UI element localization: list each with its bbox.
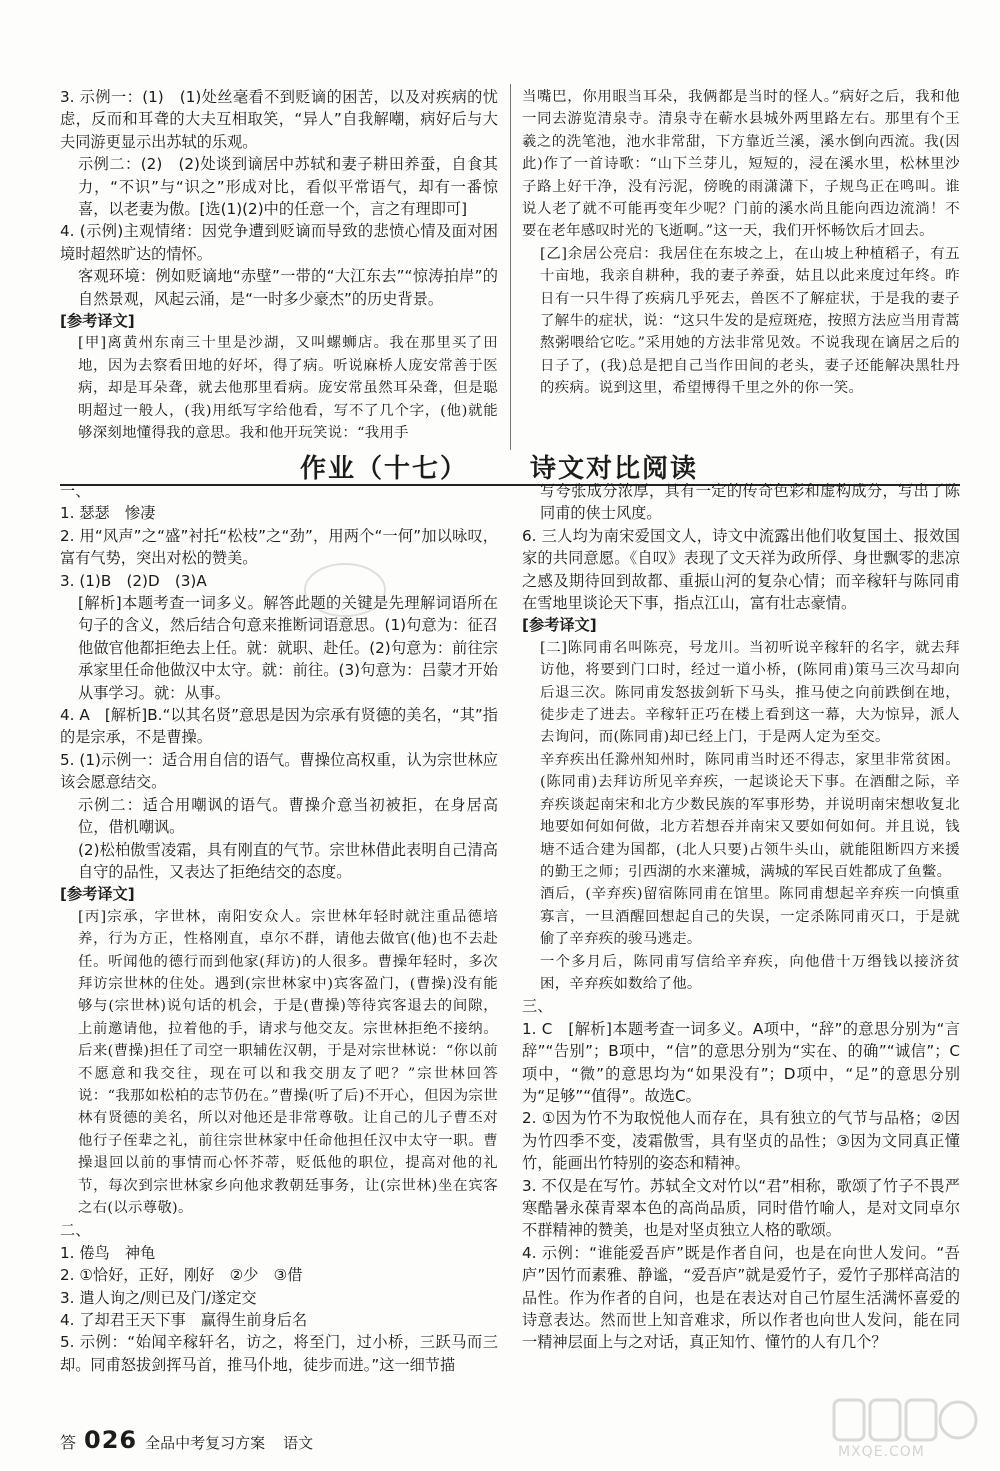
answer-paragraph: 4. 示例：“谁能爱吾庐”既是作者自问，也是在向世人发问。“吾庐”因竹而素雅、静谧，“爱吾庐”就是爱竹子，爱竹子那样高洁的品性。作为作者的自问，也是在表达对自己竹屋生活满怀喜爱的诗意表达。然而世上知音难求，所以作者也向世人发问，能在同一精神层面上与之对话，真正知竹、懂竹的人有几个？ (522, 1243, 960, 1352)
answer-paragraph: 5. (1)示例一：适合用自信的语气。曹操位高权重，认为宗世林应该会愿意结交。 (60, 750, 498, 792)
bottom-right-column (522, 480, 960, 1354)
answer-paragraph: [乙]余居公亮启：我居住在东坡之上，在山坡上种植稻子，有五十亩地，我亲自耕种，我的妻子养蚕，姑且以此来度过年终。昨日有一只牛得了疾病几乎死去，兽医不了解症状，于是我的妻子了解牛的症状，说：“这只牛发的是痘斑疮，按照方法应当用青蒿熬粥喂给它吃。”采用她的方法非常见效。不说我现在谪居之后的日子了，(我)总是把自己当作田间的老头，妻子还能解决黑牡丹的疾病。说到这里，希望博得千里之外的你一笑。 (540, 245, 960, 397)
book-title: 全品中考复习方案 (145, 1434, 266, 1452)
page-footer (60, 1426, 313, 1454)
answer-paragraph: 3. 遣人询之/则已及门/遂定交 (60, 1288, 257, 1307)
answer-paragraph: [二]陈同甫名叫陈亮，号龙川。当初听说辛稼轩的名字，就去拜访他，将要到门口时，经过一道小桥，(陈同甫)策马三次马却向后退三次。陈同甫发怒拔剑斩下马头，推马使之向前跌倒在地，徒步走了进去。辛稼轩正巧在楼上看到这一幕，大为惊异，派人去询问，而(陈同甫)却已经上门，于是两人定为至交。 (540, 639, 960, 746)
answer-paragraph: 一个多月后，陈同甫写信给辛弃疾，向他借十万缗钱以接济贫困，辛弃疾如数给了他。 (540, 953, 960, 992)
answer-paragraph: 3. (1)B (2)D (3)A (60, 571, 207, 590)
answer-paragraph: [参考译文] (60, 885, 135, 904)
answer-paragraph: 当嘴巴，你用眼当耳朵，我俩都是当时的怪人。”病好之后，我和他一同去游览清泉寺。清泉寺在蕲水县城外两里路左右。那里有个王羲之的洗笔池，池水非常甜，下方靠近兰溪，溪水倒向西流。我(因此)作了一首诗歌：“山下兰芽儿，短短的，浸在溪水里，松林里沙子路上好干净，没有污泥，傍晚的雨潇潇下，子规鸟正在鸣叫。谁说人老了就不可能再变年少呢？门前的溪水尚且能向西边流淌！不要在老年感叹时光的飞逝啊。”这一天，我们开怀畅饮后才回去。 (522, 89, 960, 240)
answer-paragraph: [参考译文] (60, 312, 135, 331)
footer-answer-label: 答 (60, 1433, 77, 1452)
answer-paragraph: (2)松柏傲雪凌霜，具有刚直的气节。宗世林借此表明自己清高自守的品性，又表达了拒绝结交的态度。 (78, 840, 498, 881)
site-watermark-logo (830, 1396, 980, 1466)
answer-paragraph: 5. 示例：“始闻辛稼轩名，访之，将至门，过小桥，三跃马而三却。同甫怒拔剑挥马首，推马仆地，徒步而进。”这一细节描 (60, 1333, 498, 1374)
answer-paragraph: 4. (示例)主观情绪：因党争遭到贬谪而导致的悲愤心情及面对困境时超然旷达的情怀。 (60, 222, 498, 263)
assignment-title: 作业（十七） (299, 454, 468, 484)
answer-paragraph: 4. A [解析]B.“以其名贤”意思是因为宗承有贤德的美名，“其”指的是宗承，不是曹操。 (60, 706, 498, 747)
answer-paragraph: [参考译文] (522, 616, 597, 635)
page-number: 026 (84, 1426, 138, 1454)
answer-paragraph: 4. 了却君王天下事 赢得生前身后名 (60, 1311, 308, 1330)
column-divider (510, 84, 511, 450)
watermark-text: MXQE.COM (838, 1444, 925, 1460)
answer-paragraph: [解析]本题考查一词多义。解答此题的关键是先理解词语所在句子的含义，然后结合句意来推断词语意思。(1)句意为：征召他做官他都拒绝去上任。就：就职、赴任。(2)句意为：前往宗承家里任命他做汉中太守。就：前往。(3)句意为：吕蒙才开始从事学习。就：从事。 (78, 594, 498, 702)
answer-paragraph: [丙]宗承，字世林，南阳安众人。宗世林年轻时就注重品德培养，行为方正，性格刚直，卓尔不群，请他去做官(他)也不去赴任。听闻他的德行而到他家(拜访)的人很多。曹操年轻时，多次拜访宗世林的住处。遇到(宗世林家中)宾客盈门，(曹操)没有能够与(宗世林)说句话的机会，于是(曹操)等待宾客退去的间隙，上前邀请他，拉着他的手，请求与他交友。宗世林拒绝不接纳。后来(曹操)担任了司空一职辅佐汉朝，于是对宗世林说：“你以前不愿意和我交往，现在可以和我交朋友了吧？”宗世林回答说：“我那如松柏的志节仍在。”曹操(听了后)不开心，但因为宗世林有贤德的美名，所以对他还是非常尊敬。让自己的儿子曹丕对他行子侄辈之礼，前往宗世林家中任命他担任汉中太守一职。曹操退回以前的事情而心怀芥蒂，贬低他的职位，提高对他的礼节，每次到宗世林家乡向他求教朝廷事务，让(宗世林)坐在宾客之右(以示尊敬)。 (78, 908, 498, 1216)
top-left-column (60, 86, 498, 445)
answer-paragraph: 2. ①恰好，正好，刚好 ②少 ③借 (60, 1266, 303, 1285)
answer-paragraph: 6. 三人均为南宋爱国文人，诗文中流露出他们收复国土、报效国家的共同意愿。《自叹》表现了文天祥为政所俘、身世飘零的悲凉之感及期待回到故都、重振山河的复杂心情；而辛稼轩与陈同甫在雪地里谈论天下事，指点江山，富有壮志豪情。 (522, 526, 960, 613)
answer-paragraph: 辛弃疾出任滁州知州时，陈同甫当时还不得志，家里非常贫困。(陈同甫)去拜访所见辛弃疾，一起谈论天下事。在酒酣之际，辛弃疾谈起南宋和北方少数民族的军事形势，并说明南宋想收复北地要如何如何做，北方若想吞并南宋又要如何如何。并且说，钱塘不适合建为国都，(北人只要)占领牛头山，就能阻断四方来援的勤王之师；引西湖的水来灌城，满城的军民百姓都成了鱼鳖。 (540, 751, 960, 880)
section-title-bar (60, 448, 960, 482)
top-right-column (522, 86, 960, 400)
answer-paragraph: 3. 不仅是在写竹。苏轼全文对竹以“君”相称，歌颂了竹子不畏严寒酷暑永葆青翠本色的高尚品质，同时借竹喻人，是对文同卓尔不群精神的赞美，也是对坚贞独立人格的歌颂。 (522, 1176, 960, 1240)
answer-paragraph: [甲]离黄州东南三十里是沙湖，又叫螺蛳店。我在那里买了田地，因为去察看田地的好坏，得了病。听说麻桥人庞安常善于医病，却是耳朵聋，就去他那里看病。庞安常虽然耳朵聋，但是聪明超过一般人，(我)用纸写字给他看，写不了几个字，(他)就能够深刻地懂得我的意思。我和他开玩笑说：“我用手 (78, 335, 498, 442)
answer-paragraph: 2. ①因为竹不为取悦他人而存在，具有独立的气节与品格；②因为竹四季不变，凌霜傲雪，具有坚贞的品性；③因为文同真正懂竹，能画出竹特别的姿态和精神。 (522, 1109, 960, 1173)
answer-paragraph: 示例二：适合用嘲讽的语气。曹操介意当初被拒，在身居高位，借机嘲讽。 (78, 795, 498, 837)
faint-stamp (300, 560, 390, 620)
answer-paragraph: 1. C [解析]本题考查一词多义。A项中，“辞”的意思分别为“言辞”“告别”；B项中，“信”的意思分别为“实在、的确”“诚信”；C项中，“微”的意思均为“如果没有”；D项中，“足”的意思分别为“足够”“值得”。故选C。 (522, 1019, 960, 1105)
answer-paragraph: 1. 瑟瑟 惨凄 (60, 504, 156, 523)
answer-paragraph: 一、 (60, 482, 91, 500)
answer-paragraph: 酒后，(辛弃疾)留宿陈同甫在馆里。陈同甫想起辛弃疾一向慎重寡言，一旦酒醒回想起自己的失误，一定杀陈同甫灭口，于是就偷了辛弃疾的骏马逃走。 (540, 886, 960, 948)
answer-paragraph: 客观环境：例如贬谪地“赤壁”一带的“大江东去”“惊涛拍岸”的自然景观，风起云涌，是“一时多少豪杰”的历史背景。 (78, 267, 498, 308)
bottom-left-column (60, 480, 498, 1376)
answer-paragraph: 2. 用“风声”之“盛”衬托“松枝”之“劲”，用两个“一何”加以咏叹，富有气势，突出对松的赞美。 (60, 526, 498, 568)
subject-label: 语文 (283, 1434, 314, 1452)
answer-paragraph: 二、 (60, 1221, 91, 1240)
answer-paragraph: 示例二：(2) (2)处谈到谪居中苏轼和妻子耕田养蚕，自食其力，“不识”与“识之”形成对比，看似平常语气，却有一番惊喜，以老妻为傲。[选(1)(2)中的任意一个，言之有理即可] (78, 155, 498, 219)
answer-paragraph: 写夸张成分浓厚，具有一定的传奇色彩和虚构成分，写出了陈同甫的侠士风度。 (540, 482, 960, 523)
answer-paragraph: 3. 示例一：(1) (1)处丝毫看不到贬谪的困苦，以及对疾病的忧虑，反而和耳聋的大夫互相取笑，“异人”自我解嘲，病好后与大夫同游更显示出苏轼的乐观。 (60, 88, 498, 151)
section-title: 诗文对比阅读 (530, 454, 699, 484)
answer-paragraph: 三、 (522, 997, 553, 1016)
answer-paragraph: 1. 倦鸟 神龟 (60, 1243, 156, 1262)
